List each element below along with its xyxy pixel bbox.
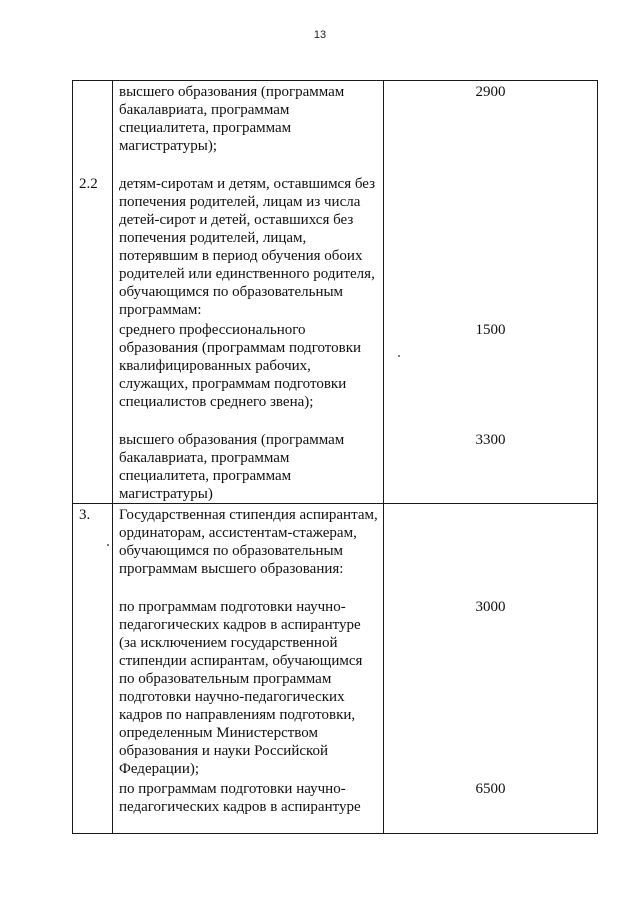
amount-cell — [384, 81, 598, 504]
description-text: по программам подготовки научно-педагогических кадров в аспирантуре — [119, 781, 361, 815]
amount-value — [384, 506, 597, 578]
scan-speck — [107, 544, 109, 546]
row-number — [73, 321, 112, 411]
page-number: 13 — [313, 29, 327, 41]
description-cell — [113, 81, 384, 504]
description-text: Государственная стипендия аспирантам, ординаторам, ассистентам-стажерам, обучающимся по образовательным программам высшего образования: — [119, 507, 378, 577]
description-text: по программам подготовки научно-педагогических кадров в аспирантуре (за исключением государственной стипендии аспирантам, обучающимся по образовательным программам подготовки научно-педагогических кадров по направлениям подготовки, определенным Министерством образования и науки Российской Федерации); — [119, 599, 363, 777]
description-text: среднего профессионального образования (программам подготовки квалифицированных рабочих, служащих, программам подготовки специалистов среднего звена); — [119, 322, 362, 410]
amount-value: 3000 — [475, 599, 506, 615]
row-number — [73, 83, 112, 155]
row-number — [73, 431, 112, 503]
description-text: детям-сиротам и детям, оставшимся без попечения родителей, лицам из числа детей-сирот и детей, оставшихся без попечения родителей, лицам, потерявшим в период обучения обоих родителей или единственного родителя, обучающимся по образовательным программам: — [119, 176, 376, 318]
row-number — [73, 780, 112, 816]
amount-value: 6500 — [475, 781, 506, 797]
description-cell — [113, 504, 384, 834]
row-number: 3. — [79, 507, 91, 523]
table-row — [73, 504, 598, 834]
amount-value: 1500 — [475, 322, 506, 338]
amount-value: 2900 — [475, 84, 506, 100]
row-number-cell — [73, 81, 113, 504]
stipend-table — [72, 80, 598, 834]
amount-value: 3300 — [475, 432, 506, 448]
amount-cell — [384, 504, 598, 834]
table-body — [73, 81, 598, 834]
table-row — [73, 81, 598, 504]
description-text: высшего образования (программам бакалавриата, программам специалитета, программам магистратуры) — [119, 432, 345, 502]
row-number: 2.2 — [79, 176, 98, 192]
description-text: высшего образования (программам бакалавриата, программам специалитета, программам магистратуры); — [119, 84, 345, 154]
amount-value — [384, 175, 597, 301]
row-number — [73, 598, 112, 760]
row-number-cell — [73, 504, 113, 834]
scan-speck — [398, 355, 400, 357]
